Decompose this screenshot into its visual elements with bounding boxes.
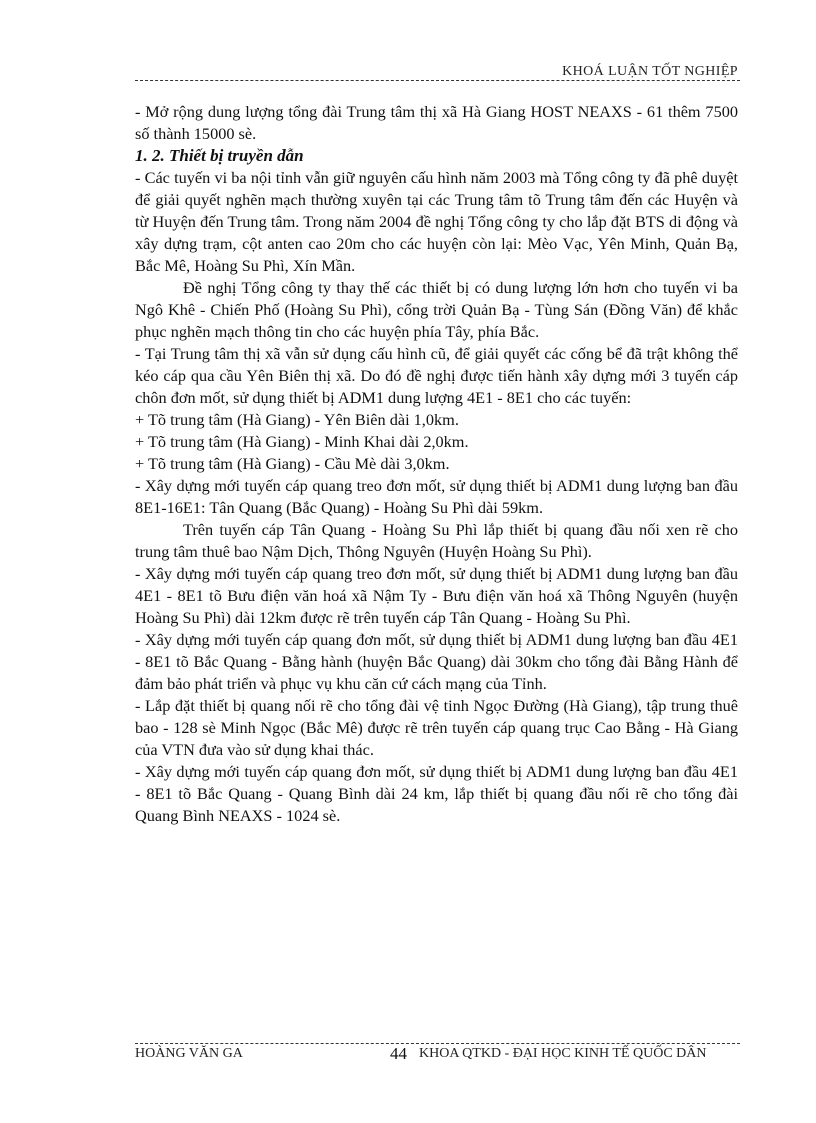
header-title: KHOÁ LUẬN TỐT NGHIỆP: [562, 64, 738, 79]
document-body: [135, 101, 738, 827]
page-number: 44: [390, 1044, 407, 1063]
paragraph: Đề nghị Tổng công ty thay thế các thiết bị có dung lượng lớn hơn cho tuyến vi ba Ngô Khê - Chiến Phố (Hoàng Su Phì), cổng trời Quản Bạ - Tùng Sán (Đồng Văn) để khắc phục nghẽn mạch thông tin cho các huyện phía Tây, phía Bắc.: [135, 278, 738, 341]
list-item: + Tõ trung tâm (Hà Giang) - Minh Khai dài 2,0km.: [135, 432, 469, 451]
paragraph: - Xây dựng mới tuyến cáp quang đơn mốt, sử dụng thiết bị ADM1 dung lượng ban đầu 4E1 - 8E1 tõ Bắc Quang - Quang Bình dài 24 km, lắp thiết bị quang đầu nối rẽ cho tổng đài Quang Bình NEAXS - 1024 sè.: [135, 762, 738, 825]
paragraph: Trên tuyến cáp Tân Quang - Hoàng Su Phì lắp thiết bị quang đầu nối xen rẽ cho trung tâm thuê bao Nậm Dịch, Thông Nguyên (Huyện Hoàng Su Phì).: [135, 520, 738, 561]
paragraph: - Lắp đặt thiết bị quang nối rẽ cho tổng đài vệ tinh Ngọc Đường (Hà Giang), tập trung thuê bao - 128 sè Minh Ngọc (Bắc Mê) được rẽ trên tuyến cáp quang trục Cao Bằng - Hà Giang của VTN đưa vào sử dụng khai thác.: [135, 696, 738, 759]
paragraph: - Mở rộng dung lượng tổng đài Trung tâm thị xã Hà Giang HOST NEAXS - 61 thêm 7500 số thành 15000 sè.: [135, 102, 738, 143]
list-item: + Tõ trung tâm (Hà Giang) - Yên Biên dài 1,0km.: [135, 410, 459, 429]
paragraph: - Xây dựng mới tuyến cáp quang đơn mốt, sử dụng thiết bị ADM1 dung lượng ban đầu 4E1 - 8E1 tõ Bắc Quang - Bằng hành (huyện Bắc Quang) dài 30km cho tổng đài Bằng Hành để đảm bảo phát triển và phục vụ khu căn cứ cách mạng của Tỉnh.: [135, 630, 738, 693]
footer-author: HOÀNG VĂN GA: [135, 1046, 243, 1061]
paragraph: - Xây dựng mới tuyến cáp quang treo đơn mốt, sử dụng thiết bị ADM1 dung lượng ban đầu 4E1 - 8E1 tõ Bưu điện văn hoá xã Nậm Ty - Bưu điện văn hoá xã Thông Nguyên (huyện Hoàng Su Phì) dài 12km được rẽ trên tuyến cáp Tân Quang - Hoàng Su Phì.: [135, 564, 738, 627]
footer-organization: KHOA QTKD - ĐẠI HỌC KINH TẾ QUỐC DÂN: [419, 1046, 707, 1061]
paragraph: - Các tuyến vi ba nội tỉnh vẫn giữ nguyên cấu hình năm 2003 mà Tổng công ty đã phê duyệt để giải quyết nghẽn mạch thường xuyên tại các Trung tâm tõ Trung tâm đến các Huyện và từ Huyện đến Trung tâm. Trong năm 2004 đề nghị Tổng công ty cho lắp đặt BTS di động và xây dựng trạm, cột anten cao 20m cho các huyện còn lại: Mèo Vạc, Yên Minh, Quản Bạ, Bắc Mê, Hoàng Su Phì, Xín Mần.: [135, 168, 738, 275]
section-heading: 1. 2. Thiết bị truyền dẫn: [135, 146, 304, 165]
paragraph: - Tại Trung tâm thị xã vẫn sử dụng cấu hình cũ, để giải quyết các cống bể đã trật không thể kéo cáp qua cầu Yên Biên thị xã. Do đó đề nghị được tiến hành xây dựng mới 3 tuyến cáp chôn đơn mốt, sử dụng thiết bị ADM1 dung lượng 4E1 - 8E1 cho các tuyến:: [135, 344, 738, 407]
list-item: + Tõ trung tâm (Hà Giang) - Cầu Mè dài 3,0km.: [135, 454, 450, 473]
header-divider: [135, 80, 740, 81]
paragraph: - Xây dựng mới tuyến cáp quang treo đơn mốt, sử dụng thiết bị ADM1 dung lượng ban đầu 8E1-16E1: Tân Quang (Bắc Quang) - Hoàng Su Phì dài 59km.: [135, 476, 738, 517]
footer-divider: [135, 1043, 740, 1044]
